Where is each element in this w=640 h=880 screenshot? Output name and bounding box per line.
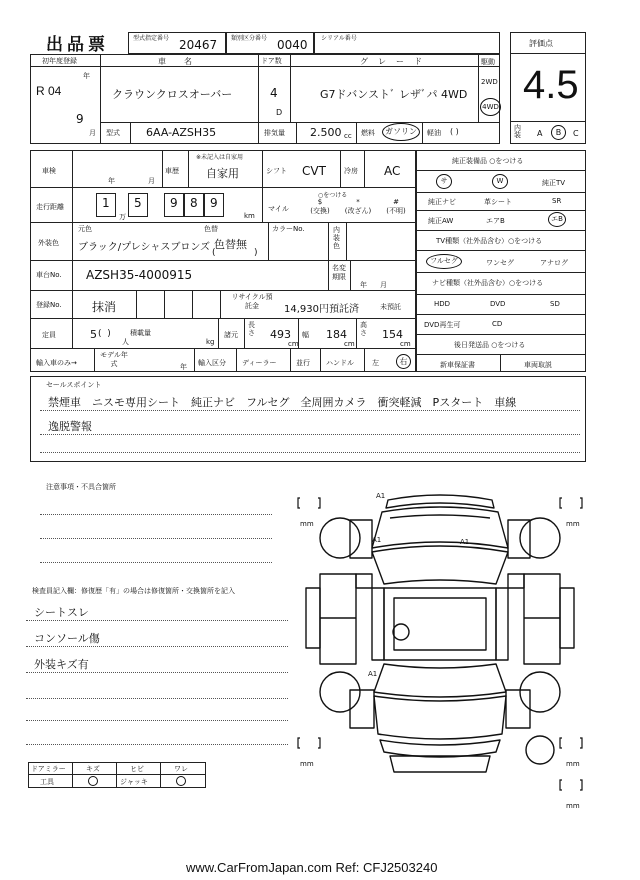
sales-point-label: セールスポイント <box>46 381 102 389</box>
navi-dvd-playback: DVD再生可 <box>424 321 461 329</box>
handle-right-circled: 右 <box>396 354 411 369</box>
model-value: 6AA-AZSH35 <box>146 126 217 139</box>
type-no-box <box>128 32 226 54</box>
model-label: 型式 <box>106 129 120 137</box>
car-name: クラウンクロスオーバー <box>112 88 233 101</box>
car-name-label: 車名 <box>158 57 210 66</box>
score-value: 4.5 <box>523 63 579 107</box>
legend-scratch: キズ <box>86 765 100 773</box>
exterior-color-value: ブラック/プレシャスブロンズ <box>78 242 211 253</box>
drive-2wd: 2WD <box>481 78 498 86</box>
doors-value: 4 <box>270 86 278 100</box>
serial-box <box>314 32 500 54</box>
mileage-digit-2: 5 <box>134 196 142 210</box>
ac-label: 冷房 <box>344 167 358 175</box>
shift-label: シフト <box>266 167 287 175</box>
mileage-digit-1: 1 <box>102 196 110 210</box>
later-warranty: 新車保証書 <box>440 361 475 369</box>
drive-4wd-circled: 4WD <box>480 98 501 116</box>
navi-title: ナビ種類（社外品含む）○をつける <box>432 279 544 287</box>
damage-mark-front: A1 <box>376 492 386 500</box>
meter-tampered: * (改ざん) <box>344 198 372 215</box>
tv-fullseg-circled: フルセグ <box>426 254 462 269</box>
mileage-digit-3: 9 <box>170 196 178 210</box>
equip-sunroof-circled: サ <box>436 174 452 189</box>
navi-sd: SD <box>550 300 560 308</box>
shift-value: CVT <box>302 164 326 178</box>
name-change-year: 年 <box>360 281 367 289</box>
inspector-label: 検査員記入欄：修復歴「有」の場合は修復箇所・交換箇所を記入 <box>32 587 235 595</box>
capacity-label: 定員 <box>42 331 56 339</box>
name-change-label: 名変期限 <box>332 264 346 281</box>
import-parallel: 並行 <box>296 359 310 367</box>
sales-point-line-1: 禁煙車 ニスモ専用シート 純正ナビ フルセグ 全周囲カメラ 衝突軽減 Pスタート 車線 <box>48 396 517 409</box>
first-reg-month-mark: 月 <box>89 129 96 137</box>
color-no-label: カラーNo. <box>272 225 305 233</box>
notes-label: 注意事項・不具合箇所 <box>46 483 116 491</box>
color-change-value: 色替無 <box>214 238 247 251</box>
reg-value: 抹消 <box>92 300 117 314</box>
interior-label: 内装 <box>514 124 521 139</box>
color-change-label: 色替 <box>204 225 218 233</box>
legend-jack-circle <box>176 776 186 786</box>
first-reg-month: 9 <box>76 112 84 126</box>
usage-value: 自家用 <box>206 167 239 180</box>
eval-label: 評価点 <box>529 39 553 48</box>
tv-analog: アナログ <box>540 259 568 267</box>
height-value: 154 <box>382 328 403 341</box>
legend-tools: 工具 <box>40 778 54 786</box>
equip-sr: SR <box>552 197 562 205</box>
orig-color-label: 元色 <box>78 225 92 233</box>
name-change-month: 月 <box>380 281 387 289</box>
inspection-block <box>30 150 416 372</box>
navi-hdd: HDD <box>434 300 451 308</box>
meter-unknown: # (不明) <box>386 198 406 215</box>
meter-exchange: $ (交換) <box>310 198 330 215</box>
length-unit: cm <box>288 340 299 348</box>
doors-label: ドア数 <box>261 57 282 65</box>
import-label: 輸入車のみ→ <box>36 359 77 367</box>
capacity-value: 5 <box>90 328 97 341</box>
recycle-label: リサイクル預託金 <box>231 293 273 310</box>
meter-check-note: ○をつける <box>318 192 348 199</box>
type-no-label: 型式指定番号 <box>133 35 170 42</box>
tire-unit-fl: mm <box>300 520 314 528</box>
type-no-value: 20467 <box>179 38 218 52</box>
serial-label: シリアル番号 <box>321 35 357 42</box>
fuel-gasoline-circled: ガソリン <box>382 123 420 141</box>
category-box <box>226 32 314 54</box>
mile-label: マイル <box>268 205 289 213</box>
note-line-1: シートスレ <box>34 606 89 619</box>
sales-point-line-2: 逸脱警報 <box>48 420 92 433</box>
interior-c: C <box>573 129 579 138</box>
grade-label: グレード <box>360 57 432 66</box>
navi-cd: CD <box>492 320 503 328</box>
legend-broken: ワレ <box>174 765 188 773</box>
load-label: 積載量 <box>130 329 151 337</box>
import-dealer: ディーラー <box>242 359 277 367</box>
grade-value: G7ドバンストﾞ レザﾞパ 4WD <box>320 88 468 101</box>
door-type: D <box>276 108 283 117</box>
equip-w-circled: W <box>492 174 508 189</box>
fuel-label: 燃料 <box>361 129 375 137</box>
equip-eb-circled: エB <box>548 212 566 227</box>
later-title: 後日発送品 ○をつける <box>454 341 526 349</box>
usage-label: 車歴 <box>165 167 179 175</box>
load-unit: kg <box>206 338 215 346</box>
width-label: 幅 <box>302 331 309 339</box>
equipment-title: 純正装備品 ○をつける <box>452 157 524 165</box>
note-line-2: コンソール傷 <box>34 632 100 645</box>
chassis-value: AZSH35-4000915 <box>86 268 193 282</box>
tire-unit-fr: mm <box>566 520 580 528</box>
diesel-label: 軽油 <box>427 129 441 137</box>
equip-airbag: エアB <box>486 217 505 225</box>
height-unit: cm <box>400 340 411 348</box>
model-year-label: モデル年式 <box>100 351 128 368</box>
navi-dvd: DVD <box>490 300 506 308</box>
shaken-year-mark: 年 <box>108 177 115 185</box>
displacement-unit: cc <box>344 132 352 140</box>
other-fuel-paren: ( ) <box>450 127 459 136</box>
tire-unit-spare: mm <box>566 802 580 810</box>
note-line-3: 外装キズ有 <box>34 658 89 671</box>
recycle-value: 14,930円預託済 <box>284 304 359 315</box>
score-box <box>510 32 586 144</box>
ac-value: AC <box>384 164 401 178</box>
interior-a: A <box>537 129 543 138</box>
handle-left: 左 <box>372 359 379 367</box>
equip-leather-seat: 革シート <box>484 198 512 206</box>
shaken-month-mark: 月 <box>148 177 155 185</box>
tv-title: TV種類（社外品含む）○をつける <box>436 237 543 245</box>
displacement-label: 排気量 <box>264 129 285 137</box>
reg-label: 登録No. <box>36 301 62 309</box>
equip-genuine-navi: 純正ナビ <box>428 198 456 206</box>
mileage-label: 走行距離 <box>36 203 64 211</box>
equip-genuine-aw: 純正AW <box>428 217 454 225</box>
mileage-digit-5: 9 <box>210 196 218 210</box>
mileage-digit-4: 8 <box>190 196 198 210</box>
legend-tools-circle <box>88 776 98 786</box>
import-class-label: 輸入区分 <box>198 359 226 367</box>
first-reg-year: R 04 <box>36 84 62 98</box>
damage-mark-front-left: A1 <box>372 536 382 544</box>
interior-b-circled: B <box>551 125 566 140</box>
first-reg-year-mark: 年 <box>83 72 90 80</box>
legend-door-mirror: ドアミラー <box>31 765 66 773</box>
length-label: 長さ <box>248 321 255 337</box>
handle-label: ハンドル <box>326 359 354 367</box>
sheet-title: 出品票 <box>46 35 109 54</box>
tire-unit-rr: mm <box>566 760 580 768</box>
capacity-unit: 人 <box>122 338 129 346</box>
sales-point-box <box>30 376 586 462</box>
recycle-unpaid: 未預託 <box>380 303 401 311</box>
length-value: 493 <box>270 328 291 341</box>
width-value: 184 <box>326 328 347 341</box>
category-value: 0040 <box>277 38 308 52</box>
damage-mark-rear-left: A1 <box>368 670 378 678</box>
category-label: 類別区分番号 <box>231 35 268 42</box>
chassis-label: 車台No. <box>36 271 62 279</box>
legend-jack: ジャッキ <box>120 778 148 786</box>
interior-color-label: 内装色 <box>333 226 340 250</box>
first-reg-label: 初年度登録 <box>42 57 77 65</box>
car-diagram <box>290 478 590 820</box>
displacement-value: 2.500 <box>310 126 342 139</box>
usage-note: ※未記入は自家用 <box>196 154 244 161</box>
later-manual: 車両取説 <box>524 361 552 369</box>
footer-watermark: www.CarFromJapan.com Ref: CFJ2503240 <box>186 860 438 875</box>
drive-label: 駆動 <box>481 58 495 66</box>
legend-crack: ヒビ <box>130 765 144 773</box>
width-unit: cm <box>344 340 355 348</box>
mileage-man: 万 <box>119 213 126 221</box>
equip-genuine-tv: 純正TV <box>542 179 566 187</box>
exterior-color-label: 外装色 <box>38 239 59 247</box>
model-year-mark: 年 <box>180 363 187 371</box>
tire-unit-rl: mm <box>300 760 314 768</box>
tv-oneseg: ワンセグ <box>486 259 514 267</box>
shaken-label: 車検 <box>42 167 56 175</box>
damage-mark-hood: A1 <box>460 538 470 546</box>
mileage-km: km <box>244 212 255 220</box>
height-label: 高さ <box>360 321 367 337</box>
dimensions-label: 諸元 <box>224 331 238 339</box>
